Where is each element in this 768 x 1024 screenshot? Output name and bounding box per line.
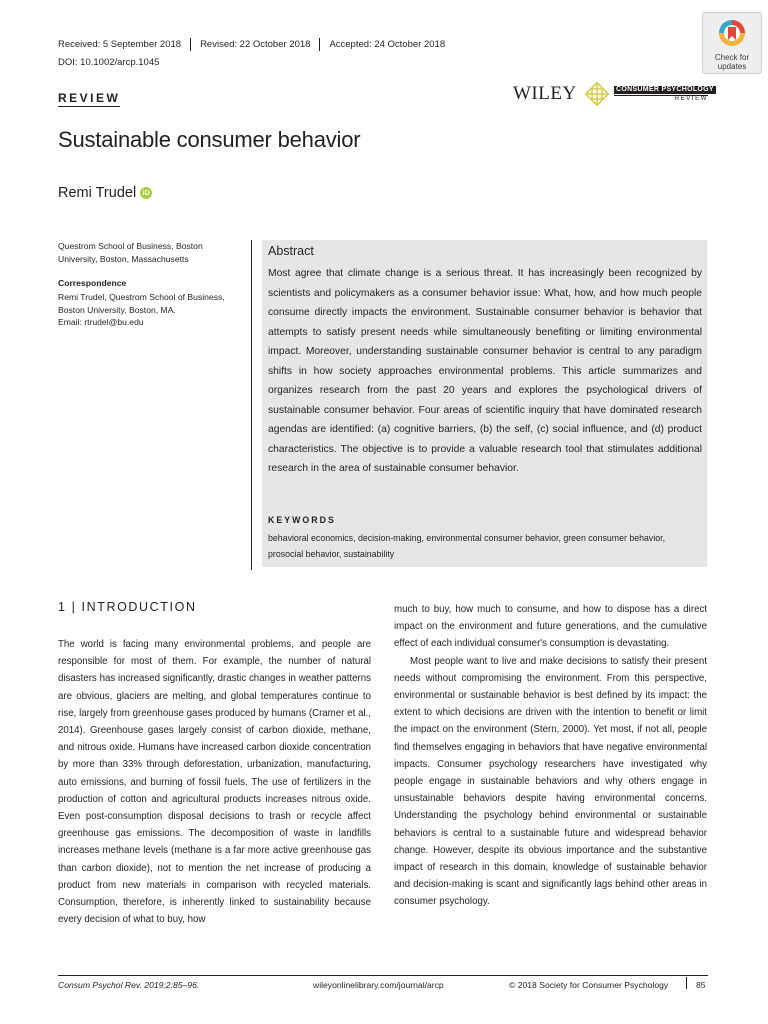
journal-emblem-icon [583,80,611,108]
accepted-date: Accepted: 24 October 2018 [319,38,454,51]
column-divider [251,240,252,570]
affiliation: Questrom School of Business, Boston University, Boston, Massachusetts [58,241,203,264]
page-number: 85 [696,980,706,990]
received-date: Received: 5 September 2018 [58,39,182,50]
abstract-heading: Abstract [268,244,314,258]
body-column-left [58,636,371,928]
article-title: Sustainable consumer behavior [58,127,361,152]
journal-logo-subtitle: REVIEW [614,95,708,103]
publisher-logo: WILEY [513,83,577,104]
check-label-line1: Check for [714,53,750,62]
footer-rule [58,975,708,976]
paragraph: much to buy, how much to consume, and how to dispose has a direct impact on the environment and future generations, and the cumulative effect of each individual consumer's consumption is devastating. [394,604,707,650]
keywords-heading: KEYWORDS [268,515,336,525]
correspondence-email[interactable]: Email: rtrudel@bu.edu [58,317,144,327]
section-heading-introduction: 1 | INTRODUCTION [58,600,197,614]
body-column-right [394,601,707,911]
footer-copyright: © 2018 Society for Consumer Psychology [509,980,669,990]
correspondence-line: Boston University, Boston, MA. [58,304,176,315]
paragraph: The world is facing many environmental problems, and people are responsible for most of them. For example, the number of natural disasters has increased significantly, drastic changes in weather patterns are obvious, glaciers are melting, and global temperatures continue to rise, largely from greenhouse gases produced by humans (Cramer et al., 2014). Greenhouse gases largely consist of carbon dioxide, methane, and nitrous oxide. Humans have increased carbon dioxide concentration by more than 33% through deforestation, urbanization, manufacturing, auto emissions, and burning of fossil fuels. The use of fertilizers in the production of cotton and agricultural products increases nitrous oxide. Even post-consumption disposal decisions to trash or recycle affect greenhouse gas emissions. The decomposition of waste in landfills increases methane levels (methane is a far more active greenhouse gas than carbon dioxide), not to mention the net increase of producing a product from new materials in comparison with recycled materials. Consumption, therefore, is inherently linked to sustainability because every decision of what to buy, how [58,639,371,926]
author-name[interactable]: Remi Trudel [58,185,137,201]
journal-logo-title: CONSUMER PSYCHOLOGY [616,86,714,93]
section-label: REVIEW [58,91,121,105]
footer-url[interactable]: wileyonlinelibrary.com/journal/arcp [313,980,444,990]
correspondence-heading: Correspondence [58,278,127,288]
revised-date: Revised: 22 October 2018 [190,38,319,51]
doi[interactable]: DOI: 10.1002/arcp.1045 [58,57,160,68]
footer-divider [686,977,687,989]
keywords-list: behavioral economics, decision-making, environmental consumer behavior, green consumer behavior, prosocial behavior, sustainability [268,533,666,559]
abstract-text: Most agree that climate change is a serious threat. It has increasingly been recognized by scientists and policymakers as a consumer behavior issue: What, how, and how much people consume directly impacts the environment. Sustainable consumer behavior is behavior that attempts to satisfy present needs while simultaneously benefiting or limiting environmental impact. Moreover, understanding sustainable consumer behavior is central to any paradigm shifts in how society approaches environmental problems. This article summarizes and organizes research from the past 20 years and explores the psychological drivers of sustainable consumer behavior. Four areas of scientific inquiry that have dominated research agendas are identified: (a) cognitive barriers, (b) the self, (c) social influence, and (d) product characteristics. The objective is to provide a valuable research tool that stimulates additional research in the area of sustainable consumer behavior. [268,268,702,474]
article-history [58,38,454,51]
author [58,185,152,201]
orcid-icon[interactable]: iD [140,187,152,199]
correspondence-line: Remi Trudel, Questrom School of Business, [58,292,225,302]
correspondence-details [58,291,240,329]
crossmark-icon [717,18,747,52]
check-for-updates-badge[interactable] [702,12,762,74]
footer-citation: Consum Psychol Rev. 2019;2:85–96. [58,980,200,990]
check-label-line2: updates [717,61,747,71]
paragraph: Most people want to live and make decisions to satisfy their present needs without compromising the environment. From this perspective, environmental or sustainable behavior is best defined by its impact: the extent to which decisions are driven with the intention to benefit or limit the impact on the environment (Stern, 2000). Yet most, if not all, people find themselves engaging in behaviors that have negative environmental impacts. Consumer psychology researchers have investigated why people engage in sustainable behaviors and why others engage in unsustainable behaviors despite having environmental concerns. Understanding the psychology behind environmental or sustainable behaviors is central to a sustainable future and widespread behavior change. However, despite its obvious importance and the substantive impact of research in this domain, knowledge of sustainable behavior and decision-making is scant and significantly lags behind other areas in consumer psychology. [394,655,707,908]
